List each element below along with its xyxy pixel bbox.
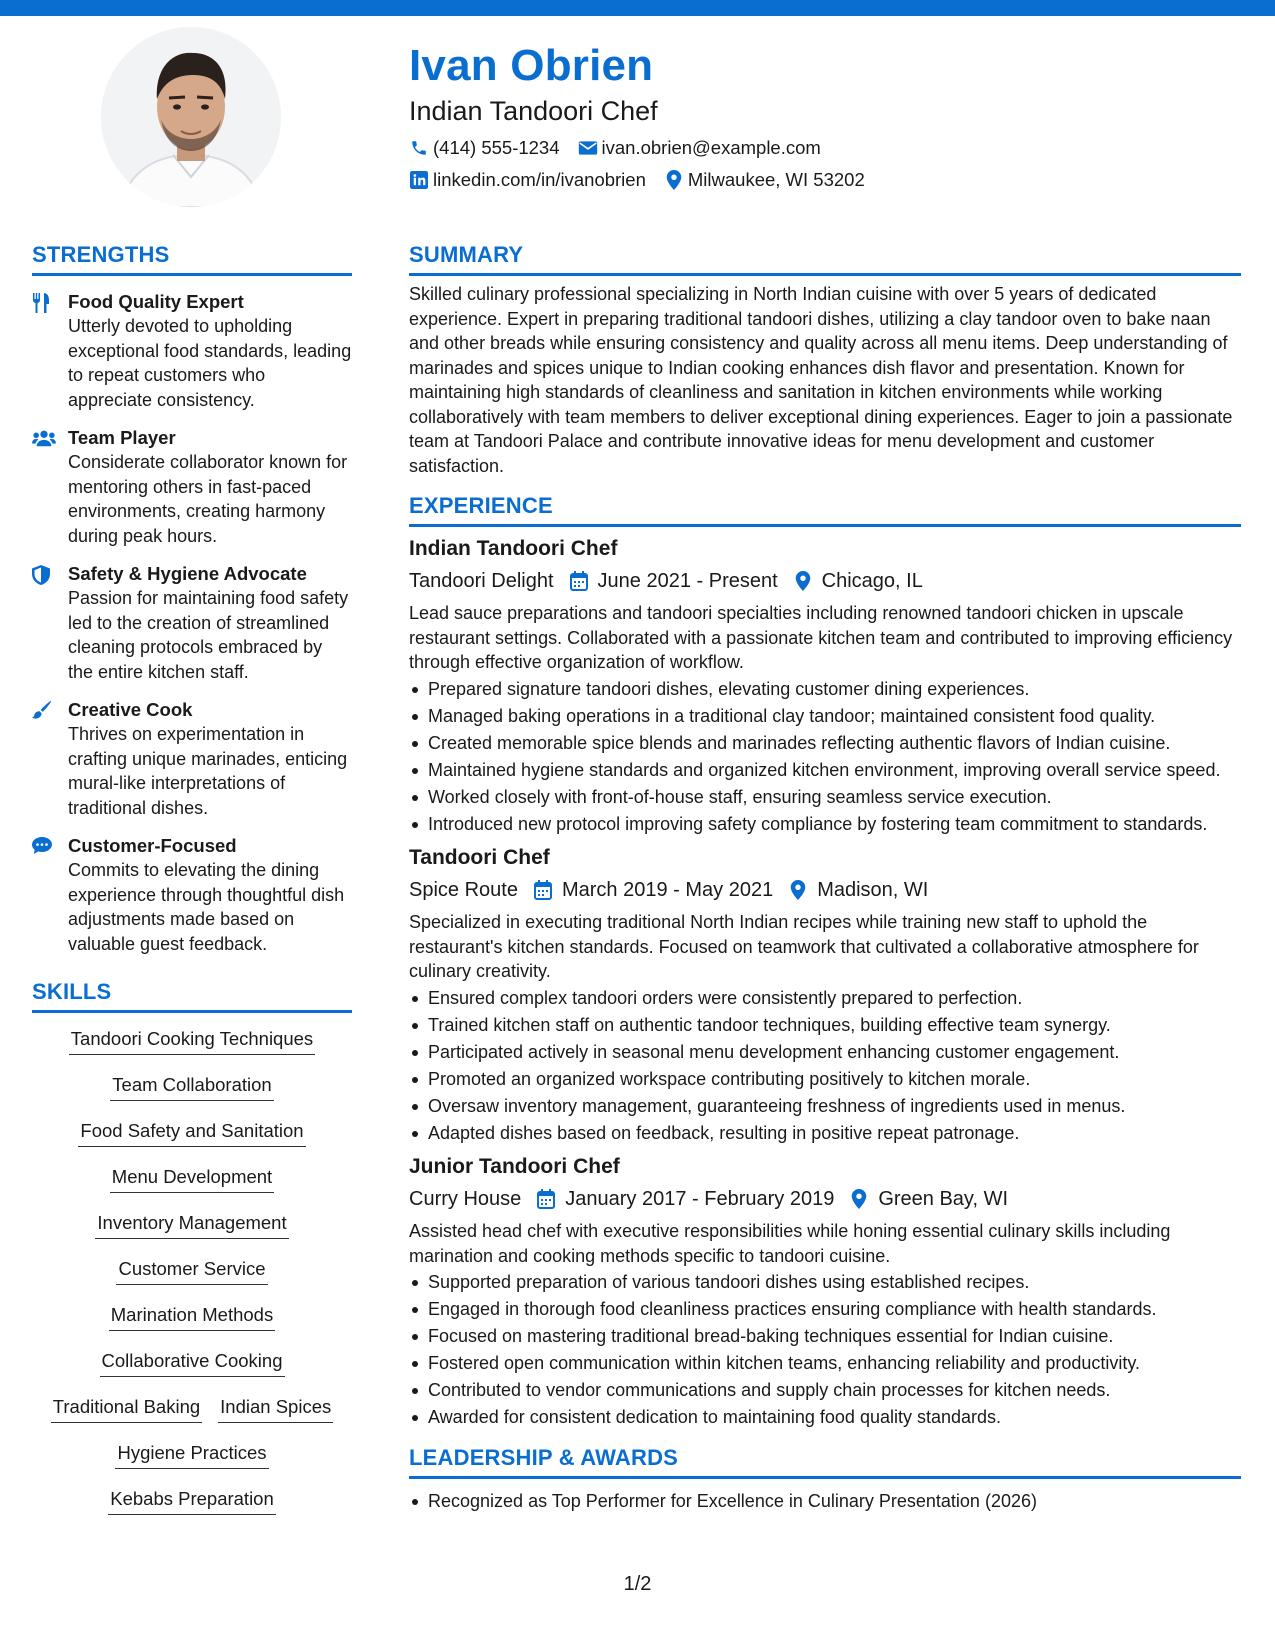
strength-title: Creative Cook	[68, 699, 193, 720]
linkedin-text: linkedin.com/in/ivanobrien	[433, 169, 646, 190]
strength-description: Thrives on experimentation in crafting unique marinades, enticing mural-like interpretations of traditional dishes.	[68, 724, 348, 818]
contact-row-2	[409, 168, 1229, 192]
job-location: Chicago, IL	[821, 570, 923, 592]
calendar-icon	[568, 570, 590, 592]
award-bullet: Recognized as Top Performer for Excellence in Culinary Presentation (2026)	[409, 1489, 1241, 1514]
job-meta	[409, 876, 1241, 904]
job-bullets	[409, 677, 1241, 837]
shield-icon	[32, 562, 68, 684]
strength-description: Passion for maintaining food safety led to the creation of streamlined cleaning protocols embraced by the entire kitchen staff.	[68, 588, 349, 682]
job-bullet: Trained kitchen staff on authentic tandoor techniques, building effective team synergy.	[409, 1013, 1241, 1038]
top-accent-bar	[0, 0, 1275, 16]
job-bullet: Promoted an organized workspace contributing positively to kitchen morale.	[409, 1067, 1241, 1092]
utensils-icon	[32, 290, 68, 412]
job-bullet: Fostered open communication within kitchen teams, enhancing reliability and productivity.	[409, 1351, 1241, 1376]
job-bullet: Engaged in thorough food cleanliness practices ensuring compliance with health standards.	[409, 1297, 1241, 1322]
candidate-name: Ivan Obrien	[409, 41, 654, 90]
job-description: Assisted head chef with executive responsibilities while honing essential culinary skills including marination and cooking methods specific to tandoori cuisine.	[409, 1221, 1171, 1266]
leadership-bullets	[409, 1489, 1241, 1514]
chef-portrait-image	[101, 27, 281, 207]
skill-tag: Inventory Management	[95, 1211, 288, 1239]
job-title: Indian Tandoori Chef	[409, 537, 618, 560]
strength-title: Team Player	[68, 427, 176, 448]
strength-item	[32, 562, 352, 684]
strength-description: Commits to elevating the dining experience through thoughtful dish adjustments made based on valuable guest feedback.	[68, 860, 345, 954]
job-company: Curry House	[409, 1188, 522, 1210]
summary-heading: SUMMARY	[409, 241, 1241, 276]
skill-tag: Traditional Baking	[51, 1395, 202, 1423]
strength-item	[32, 426, 352, 548]
contact-row-1	[409, 136, 1229, 160]
strength-item	[32, 290, 352, 412]
strength-title: Food Quality Expert	[68, 291, 244, 312]
page-number: 1/2	[623, 1573, 652, 1595]
job-meta	[409, 567, 1241, 595]
job-entry	[409, 844, 1241, 1145]
skill-tag: Food Safety and Sanitation	[78, 1119, 305, 1147]
job-dates: January 2017 - February 2019	[565, 1188, 835, 1210]
job-bullets	[409, 1270, 1241, 1430]
job-bullet: Supported preparation of various tandoori dishes using established recipes.	[409, 1270, 1241, 1295]
skill-tag: Kebabs Preparation	[108, 1487, 276, 1515]
strength-item	[32, 698, 352, 820]
job-entry	[409, 1153, 1241, 1430]
job-bullet: Adapted dishes based on feedback, resulting in positive repeat patronage.	[409, 1121, 1241, 1146]
job-bullet: Prepared signature tandoori dishes, elevating customer dining experiences.	[409, 677, 1241, 702]
job-bullet: Contributed to vendor communications and supply chain processes for kitchen needs.	[409, 1378, 1241, 1403]
map-pin-icon	[848, 1188, 870, 1210]
skill-tag: Menu Development	[110, 1165, 274, 1193]
job-bullet: Focused on mastering traditional bread-baking techniques essential for Indian cuisine.	[409, 1324, 1241, 1349]
job-description: Lead sauce preparations and tandoori specialties including renowned tandoori chicken in upscale restaurant settings. Collaborated with a passionate kitchen team and contributed to improving efficiency through effective organization of workflow.	[409, 603, 1233, 672]
linkedin-icon	[409, 170, 429, 190]
job-company: Spice Route	[409, 879, 518, 901]
location-text: Milwaukee, WI 53202	[687, 169, 865, 190]
skills-list	[32, 1027, 352, 1533]
job-description: Specialized in executing traditional North Indian recipes while training new staff to uphold the restaurant's kitchen standards. Focused on teamwork that cultivated a collaborative atmosphere for culinary creativity.	[409, 912, 1199, 981]
job-bullet: Worked closely with front-of-house staff, ensuring seamless service execution.	[409, 785, 1241, 810]
map-pin-icon	[787, 879, 809, 901]
linkedin-contact[interactable]	[409, 168, 646, 192]
email-contact[interactable]	[578, 136, 821, 160]
skills-heading: SKILLS	[32, 978, 352, 1013]
skill-tag: Tandoori Cooking Techniques	[69, 1027, 315, 1055]
job-bullet: Introduced new protocol improving safety compliance by fostering team commitment to standards.	[409, 812, 1241, 837]
strength-description: Considerate collaborator known for mentoring others in fast-paced environments, creating harmony during peak hours.	[68, 452, 348, 546]
skill-tag: Hygiene Practices	[115, 1441, 268, 1469]
job-bullet: Ensured complex tandoori orders were consistently prepared to perfection.	[409, 986, 1241, 1011]
profile-photo	[101, 27, 281, 207]
job-dates: March 2019 - May 2021	[561, 879, 774, 901]
email-text: ivan.obrien@example.com	[601, 137, 821, 158]
skill-tag: Collaborative Cooking	[100, 1349, 285, 1377]
location-contact	[664, 168, 865, 192]
job-bullet: Oversaw inventory management, guaranteeing freshness of ingredients used in menus.	[409, 1094, 1241, 1119]
skill-tag: Indian Spices	[218, 1395, 333, 1423]
phone-text: (414) 555-1234	[433, 137, 560, 158]
job-title: Tandoori Chef	[409, 846, 550, 869]
job-meta	[409, 1185, 1241, 1213]
comment-icon	[32, 834, 68, 956]
strengths-heading: STRENGTHS	[32, 241, 352, 276]
strength-title: Customer-Focused	[68, 835, 237, 856]
candidate-title: Indian Tandoori Chef	[409, 96, 658, 126]
calendar-icon	[535, 1188, 557, 1210]
summary-text: Skilled culinary professional specializing in North Indian cuisine with over 5 years of dedicated experience. Expert in preparing traditional tandoori dishes, utilizing a clay tandoor oven to bake naan and other breads while ensuring consistency and quality across all menu items. Deep understanding of marinades and spices unique to Indian cooking enhances dish flavor and presentation. Known for maintaining high standards of cleanliness and sanitation in kitchen environments while working collaboratively with team members to deliver exceptional dining experiences. Eager to join a passionate team at Tandoori Palace and contribute innovative ideas for menu development and customer satisfaction.	[409, 284, 1233, 476]
resume-header	[409, 40, 1229, 192]
strength-title: Safety & Hygiene Advocate	[68, 563, 307, 584]
experience-heading: EXPERIENCE	[409, 492, 1241, 527]
map-pin-icon	[664, 170, 684, 190]
envelope-icon	[578, 138, 598, 158]
skill-tag: Customer Service	[116, 1257, 267, 1285]
phone-icon	[409, 138, 429, 158]
job-bullet: Awarded for consistent dedication to maintaining food quality standards.	[409, 1405, 1241, 1430]
users-icon	[32, 426, 68, 548]
job-bullet: Maintained hygiene standards and organized kitchen environment, improving overall service speed.	[409, 758, 1241, 783]
strength-description: Utterly devoted to upholding exceptional food standards, leading to repeat customers who appreciate consistency.	[68, 316, 352, 410]
leadership-heading: LEADERSHIP & AWARDS	[409, 1444, 1241, 1479]
left-column	[32, 241, 352, 1533]
map-pin-icon	[792, 570, 814, 592]
job-bullets	[409, 986, 1241, 1146]
strength-item	[32, 834, 352, 956]
job-company: Tandoori Delight	[409, 570, 554, 592]
job-dates: June 2021 - Present	[597, 570, 778, 592]
job-location: Green Bay, WI	[878, 1188, 1008, 1210]
skill-tag: Team Collaboration	[110, 1073, 273, 1101]
right-column	[409, 241, 1241, 1516]
job-entry	[409, 535, 1241, 836]
job-bullet: Managed baking operations in a traditional clay tandoor; maintained consistent food quality.	[409, 704, 1241, 729]
skill-tag: Marination Methods	[109, 1303, 275, 1331]
job-title: Junior Tandoori Chef	[409, 1155, 620, 1178]
calendar-icon	[532, 879, 554, 901]
paintbrush-icon	[32, 698, 68, 820]
job-location: Madison, WI	[817, 879, 929, 901]
job-bullet: Participated actively in seasonal menu development enhancing customer engagement.	[409, 1040, 1241, 1065]
job-bullet: Created memorable spice blends and marinades reflecting authentic flavors of Indian cuisine.	[409, 731, 1241, 756]
phone-contact[interactable]	[409, 136, 560, 160]
